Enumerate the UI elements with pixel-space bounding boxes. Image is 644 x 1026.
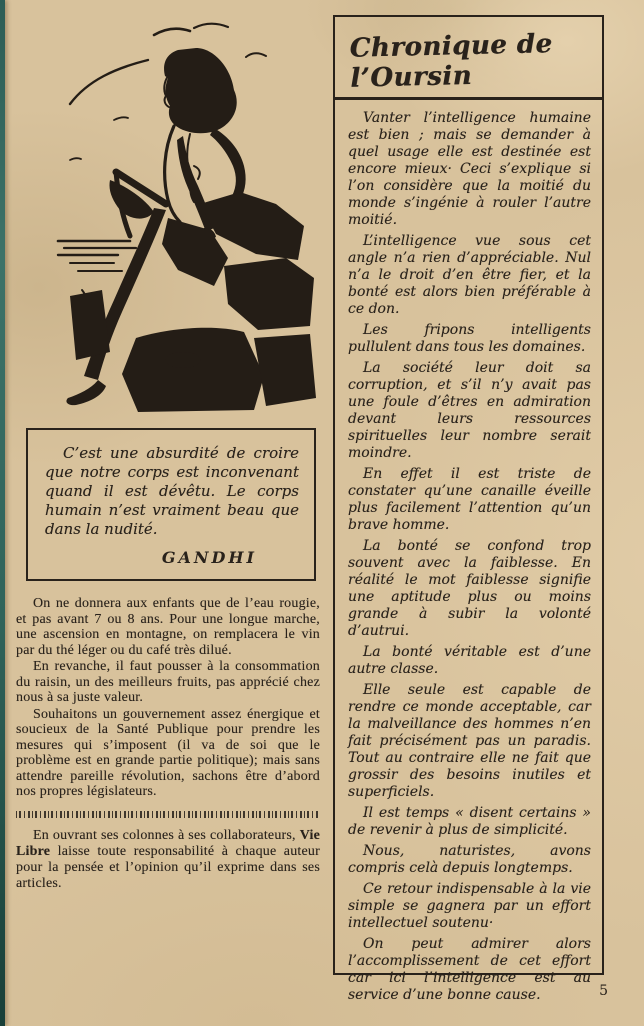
editorial-note-text: laisse toute responsabilité à chaque auteur pour la pensée et l’opinion qu’il exprime dans ses articles. xyxy=(16,843,320,891)
seated-nude-on-rocks-illustration xyxy=(18,6,318,418)
hatched-divider xyxy=(16,811,320,818)
chronique-paragraph: La bonté véritable est d’une autre classe. xyxy=(348,644,591,677)
chronique-paragraph: Elle seule est capable de rendre ce monde acceptable, car la malveillance des hommes n’en fait précisément pas un paradis. Tout au contraire elle ne fait que grossir des besoins inutiles et superficiels. xyxy=(348,682,591,800)
editorial-note xyxy=(16,828,320,892)
chronique-paragraph: La bonté se confond trop souvent avec la faiblesse. En réalité le mot faiblesse signifie une aptitude plus ou moins grande à subir la volonté d’autrui. xyxy=(348,538,591,639)
editorial-note-text: En ouvrant ses colonnes à ses collaborateurs, xyxy=(33,827,300,843)
article-paragraph: On ne donnera aux enfants que de l’eau rougie, et pas avant 7 ou 8 ans. Pour une longue marche, une ascension en montagne, on remplacera le vin par du thé léger ou du café très dilué. xyxy=(16,596,320,658)
left-column xyxy=(16,6,320,892)
chronique-paragraph: Nous, naturistes, avons compris celà depuis longtemps. xyxy=(348,843,591,876)
left-article-body xyxy=(16,596,320,800)
chronique-paragraph: Il est temps « disent certains » de revenir à plus de simplicité. xyxy=(348,805,591,838)
chronique-paragraph: L’intelligence vue sous cet angle n’a rien d’appréciable. Nul n’a le droit d’en être fier, et la bonté est alors bien préférable à ce don. xyxy=(348,233,591,317)
chronique-paragraph: Les fripons intelligents pullulent dans tous les domaines. xyxy=(348,322,591,355)
chronique-paragraph: Ce retour indispensable à la vie simple se gagnera par un effort intellectuel soutenu· xyxy=(348,881,591,931)
chronique-paragraph: Vanter l’intelligence humaine est bien ; mais se demander à quel usage elle est destinée est encore mieux· Ceci s’explique si l’on considère que la moitié du monde s’ingénie à rouler l’autre moitié. xyxy=(348,110,591,228)
magazine-name: Vie Libre xyxy=(16,827,320,859)
gandhi-quote-attribution: GANDHI xyxy=(161,548,257,567)
chronique-paragraph: En effet il est triste de constater qu’une canaille éveille plus facilement l’attention qu’un brave homme. xyxy=(348,466,591,533)
page-number: 5 xyxy=(599,983,608,999)
title-underline xyxy=(335,97,602,100)
column-title: Chronique de l’Oursin xyxy=(349,29,553,94)
chronique-paragraph: La société leur doit sa corruption, et s’il n’y avait pas une foule d’êtres en admiration devant leurs ressources spirituelles leur nombre serait moindre. xyxy=(348,360,591,461)
article-paragraph: Souhaitons un gouvernement assez énergique et soucieux de la Santé Publique pour prendre les mesures qui s’imposent (il va de soi que le problème est en grande partie politique); mais sans attendre pareille révolution, sachons être d’abord nos propres législateurs. xyxy=(16,706,320,799)
chronique-paragraph: On peut admirer alors l’accomplissement de cet effort car ici l’intelligence est au service d’une bonne cause. xyxy=(348,936,591,1003)
gandhi-quote-text: C’est une absurdité de croire que notre corps est inconvenant quand il est dévêtu. Le corps humain n’est vraiment beau que dans la nudité. xyxy=(45,444,299,538)
page-edge-strip xyxy=(0,0,5,1026)
article-paragraph: En revanche, il faut pousser à la consommation du raisin, un des meilleurs fruits, pas apprécié chez nous à sa juste valeur. xyxy=(16,659,320,705)
chronique-column xyxy=(333,15,604,1003)
gandhi-quote-box xyxy=(26,428,316,581)
